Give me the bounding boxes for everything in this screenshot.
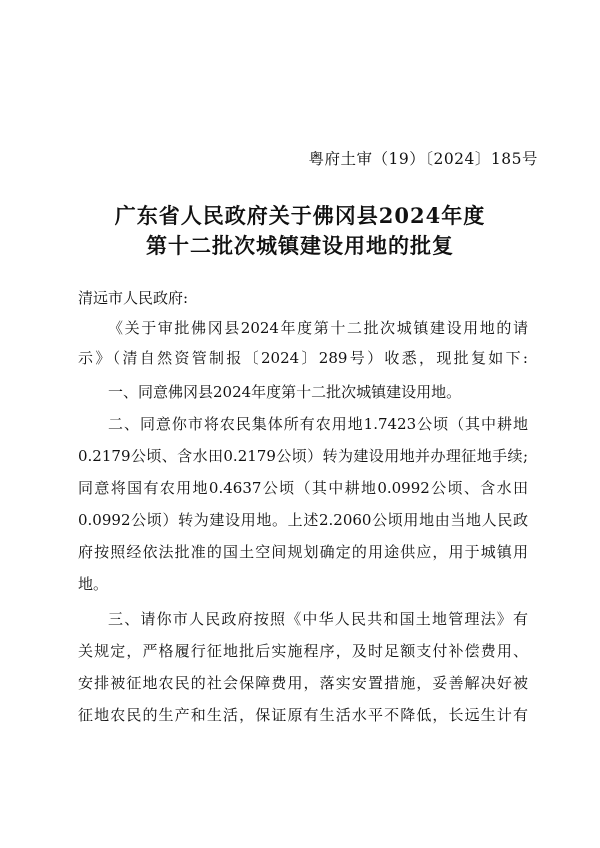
document-title-line-2: 第十二批次城镇建设用地的批复 — [146, 233, 454, 258]
document-number: 粤府土审（19）〔2024〕185号 — [308, 150, 538, 168]
body-line: 三、请你市人民政府按照《中华人民共和国土地管理法》有 — [108, 610, 528, 628]
body-line: 0.0992公顷）转为建设用地。上述2.2060公顷用地由当地人民政 — [78, 511, 528, 529]
recipient: 清远市人民政府: — [78, 289, 189, 307]
body-line: 一、同意佛冈县2024年度第十二批次城镇建设用地。 — [108, 383, 462, 401]
body-line: 征地农民的生产和生活，保证原有生活水平不降低，长远生计有 — [78, 706, 528, 724]
body-line: 0.2179公顷、含水田0.2179公顷）转为建设用地并办理征地手续; — [78, 447, 528, 465]
body-line: 同意将国有农用地0.4637公顷（其中耕地0.0992公顷、含水田 — [78, 479, 528, 497]
body-line: 安排被征地农民的社会保障费用，落实安置措施，妥善解决好被 — [78, 674, 528, 692]
body-line: 二、同意你市将农民集体所有农用地1.7423公顷（其中耕地 — [108, 415, 528, 433]
body-line: 示》（清自然资管制报〔2024〕289号）收悉，现批复如下: — [78, 349, 528, 367]
body-line: 地。 — [78, 575, 109, 593]
body-line: 关规定，严格履行征地批后实施程序，及时足额支付补偿费用、 — [78, 642, 528, 660]
body-line: 府按照经依法批准的国土空间规划确定的用途供应，用于城镇用 — [78, 543, 528, 561]
document-title-line-1: 广东省人民政府关于佛冈县2024年度 — [114, 203, 486, 228]
body-line: 《关于审批佛冈县2024年度第十二批次城镇建设用地的请 — [108, 319, 528, 337]
